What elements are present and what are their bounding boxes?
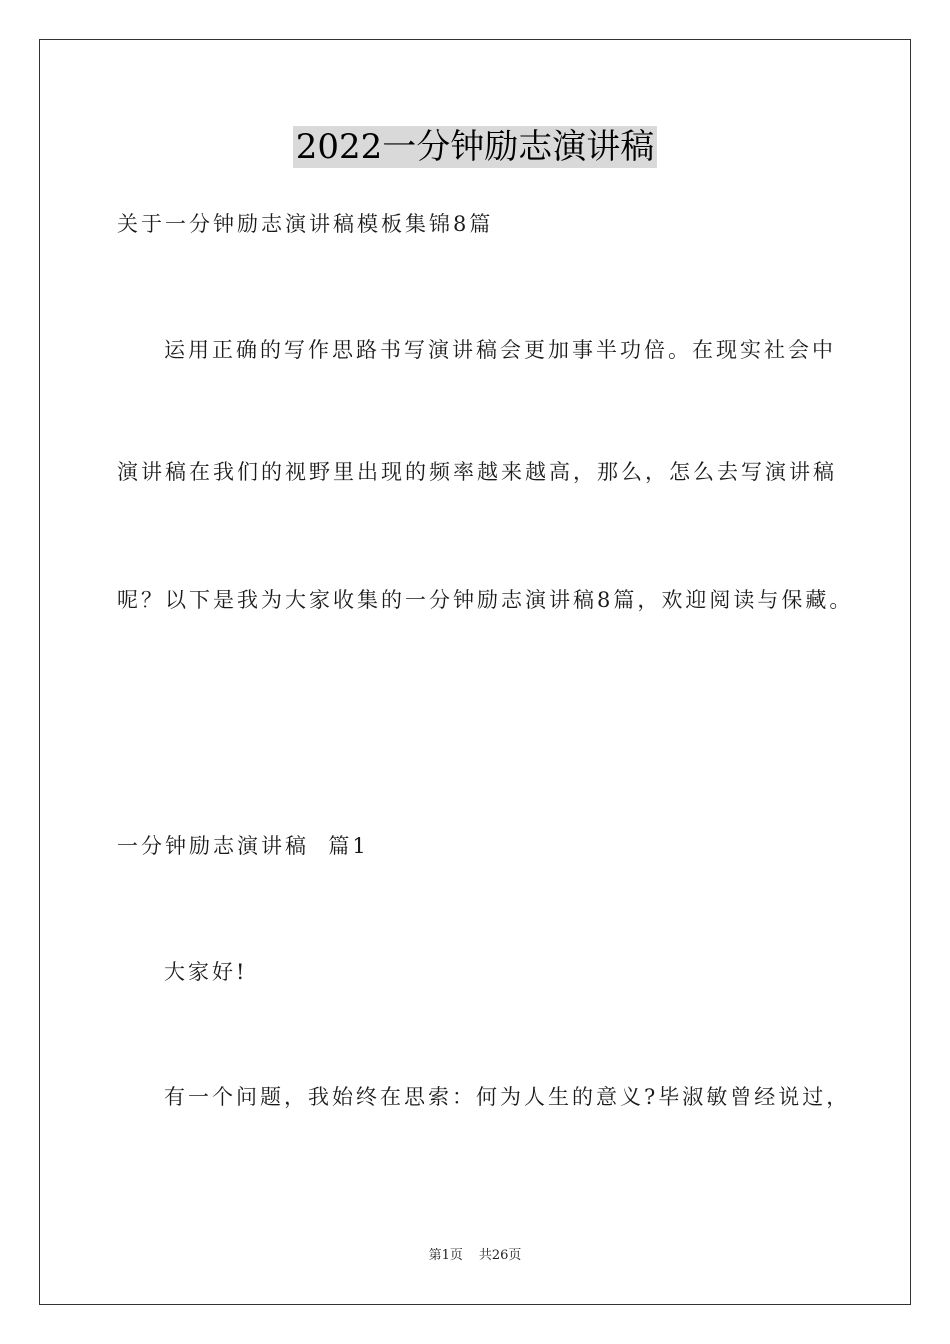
document-title: 2022一分钟励志演讲稿 — [293, 126, 658, 168]
intro-paragraph-line-3: 呢？以下是我为大家收集的一分钟励志演讲稿8篇，欢迎阅读与保藏。 — [117, 588, 854, 612]
greeting-text: 大家好! — [164, 960, 248, 984]
intro-paragraph-line-1: 运用正确的写作思路书写演讲稿会更加事半功倍。在现实社会中 — [164, 338, 836, 362]
intro-paragraph-line-2: 演讲稿在我们的视野里出现的频率越来越高，那么，怎么去写演讲稿 — [117, 460, 837, 484]
page-number: 第1页 — [428, 1248, 463, 1263]
title-container — [0, 126, 950, 168]
document-subtitle: 关于一分钟励志演讲稿模板集锦8篇 — [117, 212, 494, 236]
page-footer — [0, 1247, 950, 1265]
total-pages: 共26页 — [478, 1248, 522, 1263]
body-text-line: 有一个问题，我始终在思索：何为人生的意义?毕淑敏曾经说过， — [164, 1085, 851, 1109]
section-heading: 一分钟励志演讲稿 篇1 — [117, 834, 369, 858]
